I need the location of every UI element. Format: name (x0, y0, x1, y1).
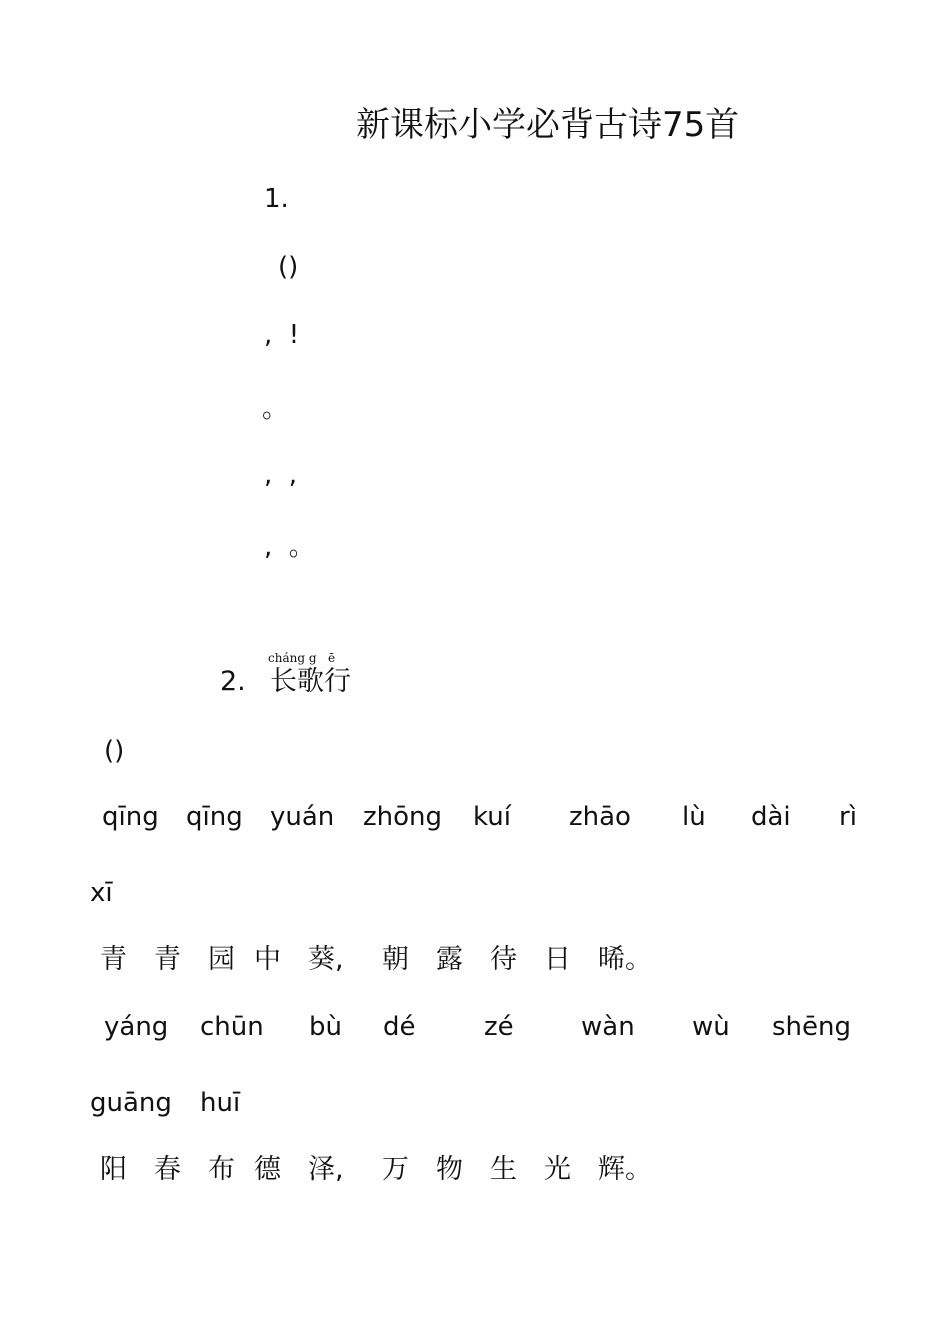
poem-2-author: () (104, 736, 125, 766)
pinyin-syllable: shēng (772, 1012, 852, 1042)
poem-2-title-ruby: cháng g ē (268, 651, 336, 665)
hanzi-char: 德 (254, 1154, 281, 1185)
poem-1-line-2: 。 (262, 394, 289, 424)
pinyin-syllable: yuán (270, 802, 335, 832)
pinyin-line-2 (100, 1014, 870, 1050)
hanzi-char: 物 (436, 1154, 463, 1185)
hanzi-char: 生 (490, 1154, 517, 1185)
hanzi-char: 布 (208, 1154, 235, 1185)
poem-2-number: 2. (220, 666, 246, 697)
hanzi-char: 辉。 (598, 1154, 652, 1185)
hanzi-char: 万 (382, 1154, 409, 1185)
hanzi-char: 青 (154, 944, 181, 975)
hanzi-char: 晞。 (598, 944, 652, 975)
pinyin-syllable: yáng (104, 1012, 169, 1042)
poem-2-title: 长歌行 (270, 666, 351, 697)
pinyin-syllable: qīng (102, 802, 159, 832)
hanzi-char: 露 (436, 944, 463, 975)
pinyin-syllable: rì (839, 802, 857, 832)
pinyin-syllable: wàn (581, 1012, 635, 1042)
hanzi-char: 春 (154, 1154, 181, 1185)
hanzi-char: 日 (544, 944, 571, 975)
pinyin-line-1 (100, 804, 870, 840)
pinyin-syllable: bù (309, 1012, 342, 1042)
poem-1-line-3: , , (264, 460, 298, 490)
hanzi-line-2 (100, 1156, 870, 1192)
hanzi-char: 园 (208, 944, 235, 975)
pinyin-line-2-wrap-1: guāng (90, 1088, 172, 1118)
page-title: 新课标小学必背古诗75首 (356, 105, 740, 145)
pinyin-syllable: zhōng (363, 802, 443, 832)
hanzi-char: 葵, (308, 944, 344, 975)
hanzi-char: 青 (100, 944, 127, 975)
poem-1-line-1: , ! (264, 320, 300, 350)
pinyin-syllable: kuí (473, 802, 511, 832)
pinyin-syllable: chūn (200, 1012, 264, 1042)
pinyin-syllable: qīng (186, 802, 243, 832)
poem-1-number: 1. (264, 184, 289, 214)
hanzi-char: 朝 (382, 944, 409, 975)
hanzi-char: 泽, (308, 1154, 344, 1185)
hanzi-char: 光 (544, 1154, 571, 1185)
hanzi-char: 中 (254, 944, 281, 975)
hanzi-char: 阳 (100, 1154, 127, 1185)
poem-1-author: () (278, 252, 299, 282)
pinyin-line-2-wrap-2: huī (200, 1088, 241, 1118)
pinyin-syllable: dài (751, 802, 791, 832)
pinyin-line-1-wrap: xī (90, 878, 113, 908)
pinyin-syllable: zhāo (569, 802, 631, 832)
poem-1-line-4: , 。 (264, 532, 315, 562)
pinyin-syllable: dé (383, 1012, 416, 1042)
hanzi-line-1 (100, 946, 870, 982)
pinyin-syllable: wù (692, 1012, 730, 1042)
pinyin-syllable: lù (682, 802, 706, 832)
pinyin-syllable: zé (484, 1012, 514, 1042)
hanzi-char: 待 (490, 944, 517, 975)
